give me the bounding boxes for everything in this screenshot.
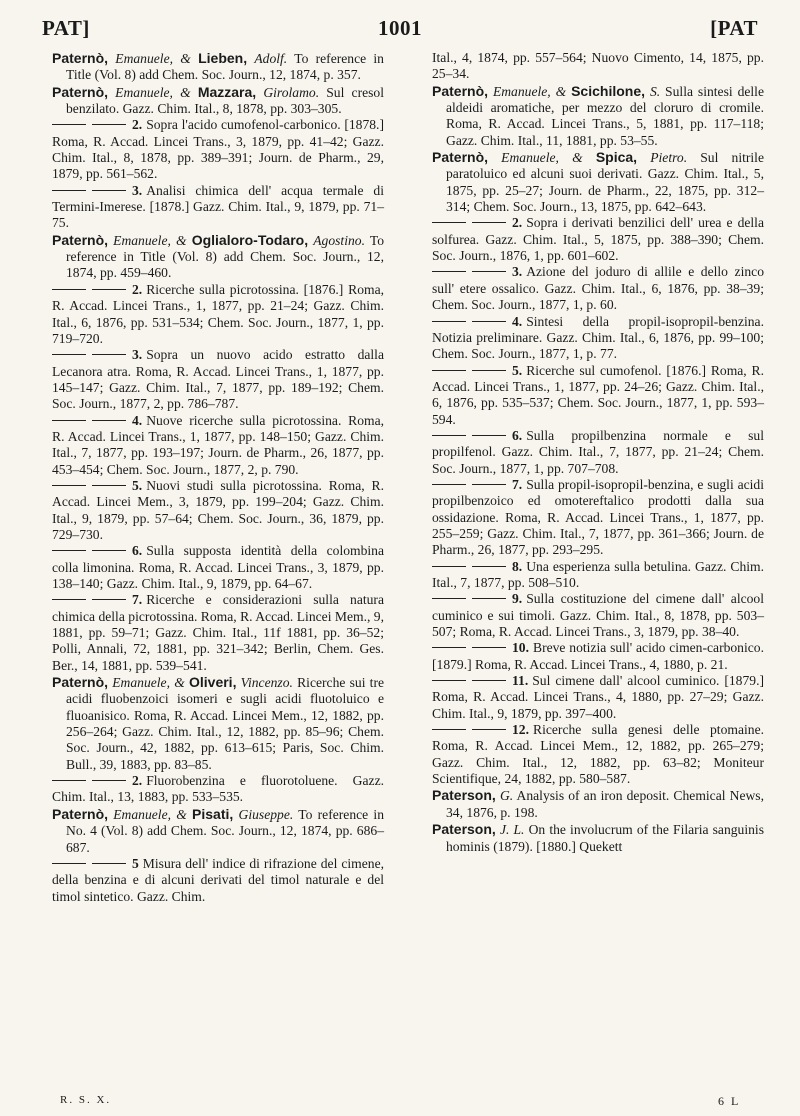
ditto-rule xyxy=(92,124,126,125)
ditto-rule xyxy=(52,354,86,355)
page-number: 1001 xyxy=(378,16,422,40)
citation-text: Sul cresol benzilato. Gazz. Chim. Ital., 8, 1878, pp. 303–305. xyxy=(66,84,384,117)
ditto-rule xyxy=(52,289,86,290)
coauthor-surname: Oglialoro-Todaro, xyxy=(191,231,309,248)
entry-number: 3. xyxy=(132,182,143,198)
bibliography-entry xyxy=(52,232,384,282)
ditto-rule xyxy=(432,435,466,436)
coauthor-given-name: Giuseppe. xyxy=(238,806,294,822)
coauthor-surname: Oliveri, xyxy=(188,674,237,691)
citation-text: Sulla costituzione del cimene dall' alcool cuminico e sui timoli. Gazz. Chim. Ital., 8, 1878, pp. 503–507; Roma, R. Accad. Lincei Trans., 3, 1879, pp. 38–40. xyxy=(432,591,764,640)
entry-number: 2. xyxy=(132,281,143,297)
author-given-name: Emanuele, & xyxy=(112,675,189,691)
bibliography-entry xyxy=(52,806,384,856)
entry-number: 8. xyxy=(512,558,523,574)
bibliography-entry xyxy=(432,264,764,313)
bibliography-entry xyxy=(52,543,384,592)
citation-text: Analysis of an iron deposit. Chemical News, 34, 1876, p. 198. xyxy=(446,788,764,820)
ditto-rule xyxy=(472,566,506,567)
author-given-name: Emanuele, & xyxy=(492,83,572,99)
coauthor-surname: Lieben, xyxy=(198,50,248,66)
citation-text: Sulla sintesi delle aldeidi aromatiche, per mezzo del cloruro di cromile. Roma, R. Accad. Lincei Trans., 5, 1881, pp. 117–118; Gazz. Chim. Ital., 11, 1881, pp. 53–55. xyxy=(446,83,764,148)
author-surname: Paterson, xyxy=(432,821,496,838)
author-given-name: J. L. xyxy=(499,822,525,838)
citation-text: Ricerche sulla genesi delle ptomaine. Roma, R. Accad. Lincei Mem., 12, 1882, pp. 265–279; Gazz. Chim. Ital., 12, 1882, pp. 63–82; Moniteur Scientifique, 24, 1882, pp. 580–587. xyxy=(432,722,764,787)
citation-text: Azione del joduro di allile e dello zinco sull' etere ossalico. Gazz. Chim. Ital., 6, 1876, pp. 38–39; Chem. Soc. Journ., 1877, 1, p. 60. xyxy=(432,264,764,313)
ditto-rule xyxy=(52,420,86,421)
citation-text: Breve notizia sull' acido cimen-carbonico. [1879.] Roma, R. Accad. Lincei Trans., 4, 1880, p. 21. xyxy=(432,640,764,672)
ditto-rule xyxy=(472,222,506,223)
ditto-rule xyxy=(472,435,506,436)
author-given-name: G. xyxy=(499,788,514,804)
ditto-rule xyxy=(52,780,86,781)
bibliography-entry xyxy=(432,559,764,592)
running-header xyxy=(42,16,758,42)
ditto-rule xyxy=(432,321,466,322)
bibliography-entry xyxy=(432,363,764,428)
author-given-name: Emanuele, & xyxy=(115,84,198,100)
citation-text: To reference in Title (Vol. 8) add Chem. Soc. Journ., 12, 1874, pp. 459–460. xyxy=(66,232,384,281)
ditto-rule xyxy=(432,370,466,371)
bibliography-entry xyxy=(52,856,384,905)
entry-number: 3. xyxy=(132,347,143,363)
citation-text: On the involucrum of the Filaria sanguinis hominis (1879). [1880.] Quekett xyxy=(446,822,764,854)
coauthor-given-name: Agostino. xyxy=(313,232,365,248)
ditto-rule xyxy=(472,680,506,681)
ditto-rule xyxy=(432,680,466,681)
author-given-name: Emanuele, & xyxy=(113,806,193,822)
bibliography-entry xyxy=(432,314,764,363)
citation-text: Ital., 4, 1874, pp. 557–564; Nuovo Cimento, 14, 1875, pp. 25–34. xyxy=(432,50,764,82)
citation-text: Ricerche sui tre acidi fluobenzoici isomeri e sugli acidi fluotoluico e fluoanisico. Roma, R. Accad. Lincei Mem., 12, 1882, pp. 256–264; Gazz. Chim. Ital., 12, 1882, pp. 85–96; Chem. Soc. Journ., 42, 1882, pp. 613–615; Paris, Soc. Chim. Bull., 39, 1883, pp. 83–85. xyxy=(66,675,385,772)
bibliography-entry xyxy=(432,821,764,855)
bibliography-entry xyxy=(432,722,764,787)
citation-text: Nuove ricerche sulla picrotossina. Roma, R. Accad. Lincei Trans., 1, 1877, pp. 148–150; Gazz. Chim. Ital., 7, 1877, pp. 193–197; Journ. de Pharm., 26, 1877, pp. 453–454; Chem. Soc. Journ., 1877, 2, p. 790. xyxy=(52,412,384,477)
author-surname: Paternò, xyxy=(52,674,109,691)
bibliography-entry xyxy=(52,773,384,806)
right-column xyxy=(432,50,764,855)
entry-number: 6. xyxy=(512,427,523,443)
left-column xyxy=(52,50,384,905)
citation-text: Ricerche sulla picrotossina. [1876.] Roma, R. Accad. Lincei Trans., 1, 1877, pp. 21–24; Gazz. Chim. Ital., 6, 1876, pp. 531–534; Chem. Soc. Journ., 1877, 1, pp. 719–720. xyxy=(52,281,384,346)
entry-number: 10. xyxy=(512,640,529,656)
entry-number: 2. xyxy=(132,773,143,789)
citation-text: To reference in No. 4 (Vol. 8) add Chem. Soc. Journ., 12, 1874, pp. 686–687. xyxy=(66,806,384,855)
author-surname: Paterson, xyxy=(432,787,496,804)
citation-text: Sulla propilbenzina normale e sul propilfenol. Gazz. Chim. Ital., 7, 1877, pp. 21–24; Chem. Soc. Journ., 1877, 1, pp. 707–708. xyxy=(432,427,764,476)
ditto-rule xyxy=(432,729,466,730)
coauthor-surname: Scichilone, xyxy=(571,82,646,99)
bibliography-entry xyxy=(432,673,764,722)
author-surname: Paternò, xyxy=(52,231,109,248)
ditto-rule xyxy=(52,863,86,864)
bibliography-entry xyxy=(432,83,764,149)
author-given-name: Emanuele, & xyxy=(113,232,192,248)
author-surname: Paternò, xyxy=(52,83,109,100)
bibliography-entry xyxy=(432,428,764,477)
citation-text: Nuovi studi sulla picrotossina. Roma, R. Accad. Lincei Mem., 3, 1879, pp. 199–204; Gazz. Chim. Ital., 9, 1879, pp. 57–64; Chem. Soc. Journ., 36, 1879, pp. 729–730. xyxy=(52,477,384,542)
entry-number: 4. xyxy=(512,313,523,329)
ditto-rule xyxy=(92,289,126,290)
sheet-mark: 6 L xyxy=(718,1094,741,1108)
citation-text: Analisi chimica dell' acqua termale di Termini-Imerese. [1878.] Gazz. Chim. Ital., 9, 1879, pp. 71–75. xyxy=(52,182,384,231)
bibliography-entry xyxy=(52,117,384,182)
ditto-rule xyxy=(52,124,86,125)
author-given-name: Emanuele, & xyxy=(115,51,199,66)
bibliography-entry xyxy=(52,282,384,347)
ditto-rule xyxy=(472,321,506,322)
ditto-rule xyxy=(92,485,126,486)
ditto-rule xyxy=(52,599,86,600)
bibliography-entry xyxy=(432,149,764,215)
ditto-rule xyxy=(92,354,126,355)
ditto-rule xyxy=(432,484,466,485)
ditto-rule xyxy=(432,271,466,272)
header-right: [PAT xyxy=(710,16,758,40)
coauthor-given-name: Adolf. xyxy=(254,51,288,66)
bibliography-entry xyxy=(52,592,384,674)
header-left: PAT] xyxy=(42,16,90,40)
ditto-rule xyxy=(472,370,506,371)
citation-text: Sopra un nuovo acido estratto dalla Lecanora atra. Roma, R. Accad. Lincei Trans., 1, 1877, pp. 145–147; Gazz. Chim. Ital., 7, 1877, pp. 189–192; Chem. Soc. Journ., 1877, 2, pp. 786–787. xyxy=(52,347,384,412)
bibliography-entry xyxy=(432,591,764,640)
ditto-rule xyxy=(92,550,126,551)
entry-number: 9. xyxy=(512,591,523,607)
bibliography-entry xyxy=(52,84,384,118)
bibliography-entry xyxy=(52,50,384,84)
citation-text: Sulla propil-isopropil-benzina, e sugli acidi propilbenzoico ed omotereftalico prodotti dalla sua ossidazione. Roma, R. Accad. Lincei Trans., 1, 1877, pp. 255–259; Gazz. Chim. Ital., 7, 1877, pp. 361–366; Journ. de Pharm., 26, 1877, pp. 293–295. xyxy=(432,476,764,558)
ditto-rule xyxy=(472,598,506,599)
citation-text: Fluorobenzina e fluorotoluene. Gazz. Chim. Ital., 13, 1883, pp. 533–535. xyxy=(52,773,384,805)
coauthor-given-name: Girolamo. xyxy=(263,84,320,100)
ditto-rule xyxy=(52,190,86,191)
bibliography-entry xyxy=(52,674,384,773)
author-surname: Paternò, xyxy=(52,805,109,822)
citation-text: Una esperienza sulla betulina. Gazz. Chim. Ital., 7, 1877, pp. 508–510. xyxy=(432,558,764,590)
ditto-rule xyxy=(432,647,466,648)
bibliography-entry xyxy=(52,413,384,478)
ditto-rule xyxy=(52,485,86,486)
ditto-rule xyxy=(92,863,126,864)
bibliography-entry xyxy=(52,347,384,412)
ditto-rule xyxy=(92,780,126,781)
ditto-rule xyxy=(472,271,506,272)
bibliography-entry xyxy=(52,183,384,232)
bibliography-entry xyxy=(432,50,764,83)
citation-text: Sul nitrile paratoluico ed alcuni suoi derivati. Gazz. Chim. Ital., 5, 1875, pp. 25–27; Journ. de Pharm., 22, 1875, pp. 312–314; Chem. Soc. Journ., 13, 1875, pp. 642–643. xyxy=(446,150,764,215)
bibliography-entry xyxy=(432,787,764,821)
author-surname: Paternò, xyxy=(52,50,109,66)
entry-number: 7. xyxy=(512,476,523,492)
ditto-rule xyxy=(472,729,506,730)
citation-text: Ricerche e considerazioni sulla natura chimica della picrotossina. Roma, R. Accad. Lincei Mem., 9, 1881, pp. 59–71; Gazz. Chim. Ital., 11f 1881, pp. 36–52; Polli, Annali, 72, 1881, pp. 321–342; Berlin, Chem. Ges. Ber., 14, 1881, pp. 539–541. xyxy=(52,592,384,673)
coauthor-given-name: S. xyxy=(649,83,661,99)
entry-number: 4. xyxy=(132,412,143,428)
bibliography-entry xyxy=(52,478,384,543)
citation-text: Sintesi della propil-isopropil-benzina. Notizia preliminare. Gazz. Chim. Ital., 6, 1876, pp. 99–100; Chem. Soc. Journ., 1877, 1, p. 77. xyxy=(432,313,764,362)
entry-number: 2. xyxy=(512,215,523,231)
author-surname: Paternò, xyxy=(432,82,489,99)
ditto-rule xyxy=(472,647,506,648)
entry-number: 5. xyxy=(132,477,143,493)
bibliography-entry xyxy=(432,477,764,559)
entry-number: 6. xyxy=(132,543,143,559)
citation-text: Ricerche sul cumofenol. [1876.] Roma, R. Accad. Lincei Trans., 1, 1877, pp. 24–26; Gazz. Chim. Ital., 6, 1876, pp. 535–537; Chem. Soc. Journ., 1877, 1, pp. 593–594. xyxy=(432,362,764,427)
bibliography-entry xyxy=(432,215,764,264)
entry-number: 12. xyxy=(512,722,529,738)
ditto-rule xyxy=(52,550,86,551)
ditto-rule xyxy=(432,222,466,223)
ditto-rule xyxy=(92,190,126,191)
bibliography-entry xyxy=(432,640,764,673)
coauthor-given-name: Vincenzo. xyxy=(240,675,293,691)
coauthor-surname: Pisati, xyxy=(192,805,234,822)
entry-number: 3. xyxy=(512,264,523,280)
signature-mark: R. S. X. xyxy=(60,1094,112,1106)
citation-text: Sul cimene dall' alcool cuminico. [1879.] Roma, R. Accad. Lincei Trans., 4, 1880, pp. 27–29; Gazz. Chim. Ital., 9, 1879, pp. 397–400. xyxy=(432,673,764,721)
coauthor-surname: Mazzara, xyxy=(197,83,257,100)
ditto-rule xyxy=(92,599,126,600)
citation-text: Misura dell' indice di rifrazione del cimene, della benzina e di alcuni derivati del timol naturale e del timol sintetico. Gazz. Chim. xyxy=(52,855,384,904)
citation-text: To reference in Title (Vol. 8) add Chem. Soc. Journ., 12, 1874, p. 357. xyxy=(66,51,384,83)
ditto-rule xyxy=(432,566,466,567)
entry-number: 5. xyxy=(512,362,523,378)
entry-number: 11. xyxy=(512,673,529,689)
ditto-rule xyxy=(432,598,466,599)
citation-text: Sopra i derivati benzilici dell' urea e della solfurea. Gazz. Chim. Ital., 5, 1875, pp. 388–390; Chem. Soc. Journ., 1876, 1, pp. 601–602. xyxy=(432,215,764,264)
ditto-rule xyxy=(472,484,506,485)
entry-number: 5 xyxy=(132,855,139,871)
citation-text: Sulla supposta identità della colombina colla limonina. Roma, R. Accad. Lincei Trans., 3, 1879, pp. 138–140; Gazz. Chim. Ital., 9, 1879, pp. 64–67. xyxy=(52,543,384,591)
citation-text: Sopra l'acido cumofenol-carbonico. [1878.] Roma, R. Accad. Lincei Trans., 3, 1879, pp. 41–42; Gazz. Chim. Ital., 8, 1878, pp. 389–391; Journ. de Pharm., 29, 1879, pp. 561–562. xyxy=(52,117,384,182)
coauthor-surname: Spica, xyxy=(595,149,638,166)
coauthor-given-name: Pietro. xyxy=(650,150,688,166)
ditto-rule xyxy=(92,420,126,421)
author-surname: Paternò, xyxy=(432,149,489,166)
author-given-name: Emanuele, & xyxy=(501,150,596,166)
entry-number: 2. xyxy=(132,117,143,133)
entry-number: 7. xyxy=(132,592,143,608)
